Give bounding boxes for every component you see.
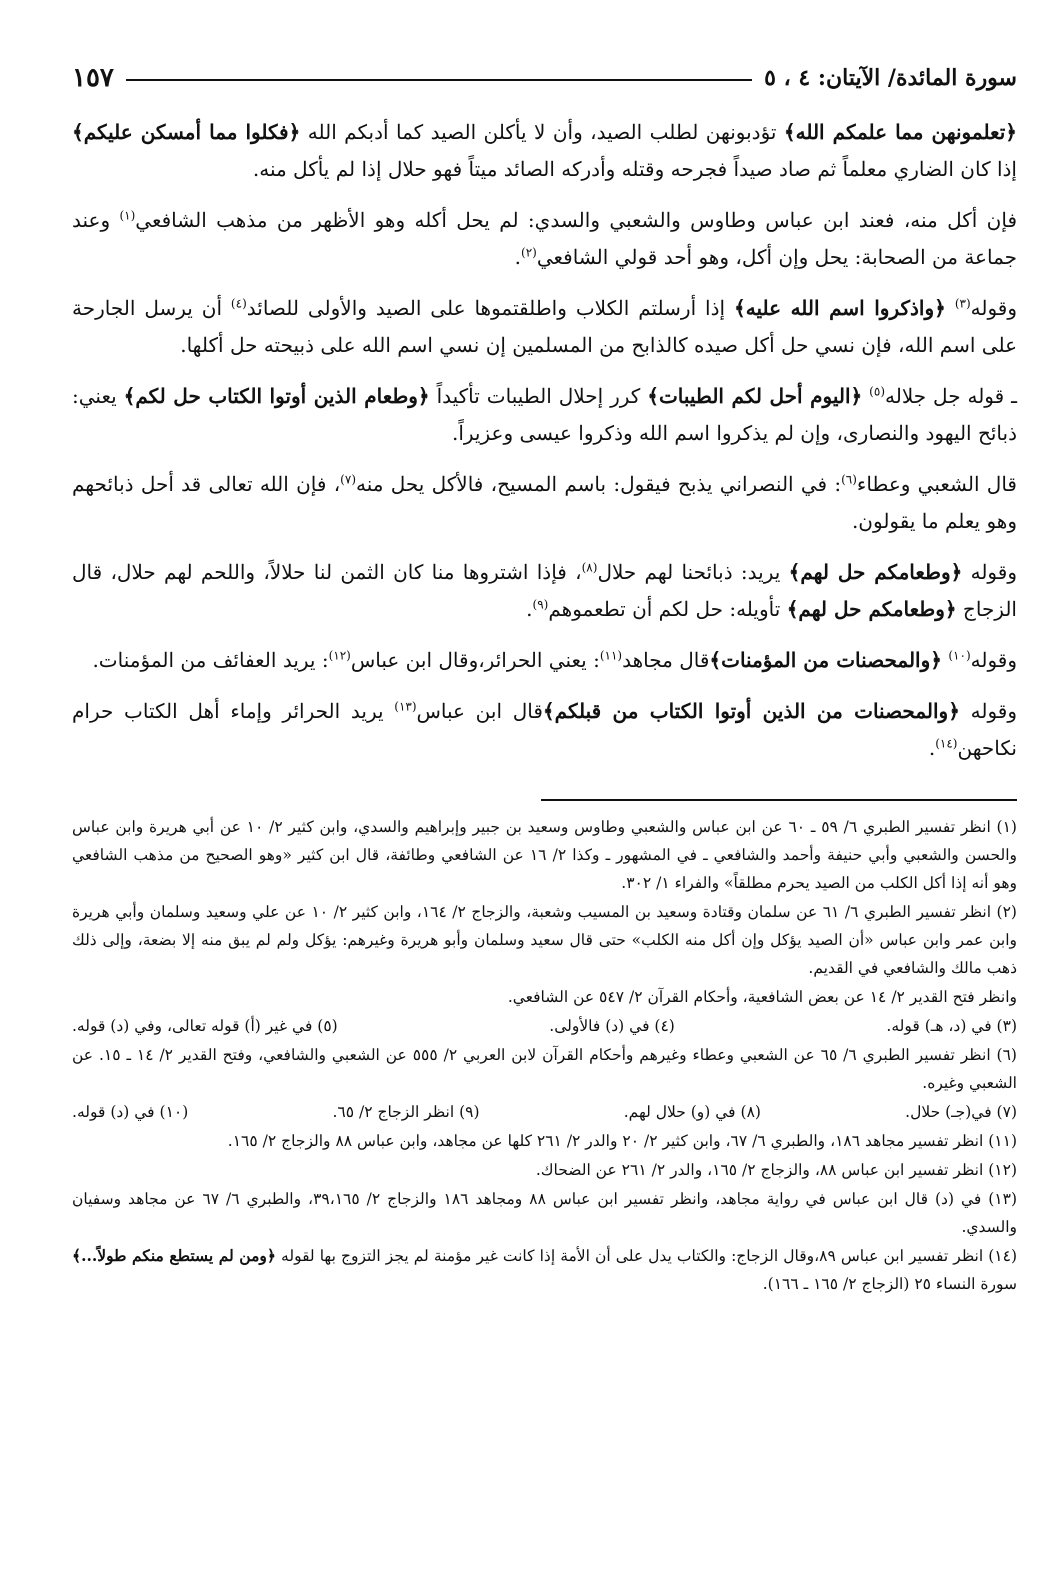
footnote-separator: [541, 799, 1017, 801]
footnote: (١١) انظر تفسير مجاهد ١٨٦، والطبري ٦/ ٦٧، وابن كثير ٢/ ٢٠ والدر ٢/ ٢٦١ كلها عن مجاهد، وابن عباس ٨٨ والزجاج ٢/ ١٦٥.: [227, 1132, 1017, 1150]
paragraph: وقوله ﴿وطعامكم حل لهم﴾ يريد: ذبائحنا لهم حلال$^{(٨)}$، فإذا اشتروها منا كان الثمن لنا حلالاً، واللحم لهم حلال، قال الزجاج ﴿وطعامكم حل لهم﴾ تأويله: حل لكم أن تطعموهم$^{(٩)}$.: [72, 560, 1017, 621]
footnote-row: [72, 1012, 1017, 1040]
footnote: (٣) في (د، هـ) قوله.: [886, 1017, 1017, 1035]
footnote: (٩) انظر الزجاج ٢/ ٦٥.: [332, 1103, 480, 1121]
page-header: [72, 58, 1017, 98]
header-rule: [126, 79, 752, 81]
page-number: ١٥٧: [72, 63, 114, 93]
footnotes: [72, 813, 1017, 1298]
paragraph: وقوله$^{(١٠)}$ ﴿والمحصنات من المؤمنات﴾قال مجاهد$^{(١١)}$: يعني الحرائر،وقال ابن عباس$^{(١٢)}$: يريد العفائف من المؤمنات.: [92, 648, 1017, 672]
footnote: وانظر فتح القدير ٢/ ١٤ عن بعض الشافعية، وأحكام القرآن ٢/ ٥٤٧ عن الشافعي.: [507, 988, 1017, 1006]
paragraph: وقوله ﴿والمحصنات من الذين أوتوا الكتاب من قبلكم﴾قال ابن عباس$^{(١٣)}$ يريد الحرائر وإماء أهل الكتاب حرام نكاحهن$^{(١٤)}$.: [72, 699, 1017, 760]
paragraph: فإن أكل منه، فعند ابن عباس وطاوس والشعبي والسدي: لم يحل أكله وهو الأظهر من مذهب الشافعي$^{(١)}$ وعند جماعة من الصحابة: يحل وإن أكل، وهو أحد قولي الشافعي$^{(٢)}$.: [72, 208, 1018, 269]
paragraph: قال الشعبي وعطاء$^{(٦)}$: في النصراني يذبح فيقول: باسم المسيح، فالأكل يحل منه$^{(٧)}$، فإن الله تعالى قد أحل ذبائحهم وهو يعلم ما يقولون.: [72, 472, 1017, 533]
footnote: (١٣) في (د) قال ابن عباس في رواية مجاهد، وانظر تفسير ابن عباس ٨٨ ومجاهد ١٨٦ والزجاج ٢/ ٣٩،١٦٥، والطبري ٦/ ٦٧ عن مجاهد وسفيان والسدي.: [72, 1190, 1017, 1236]
footnote: (١) انظر تفسير الطبري ٦/ ٥٩ ـ ٦٠ عن ابن عباس والشعبي وطاوس وسعيد بن جبير وإبراهيم والسدي، وابن كثير ٢/ ١٠ عن أبي هريرة وابن عباس والحسن والشعبي وأبي حنيفة وأحمد والشافعي ـ في المشهور ـ وكذا ٢/ ١٦ عن الشافعي وطائفة، قال ابن كثير «وهو الصحيح من مذهب الشافعي وهو أنه إذا أكل الكلب من الصيد يحرم مطلقاً» والفراء ١/ ٣٠٢.: [72, 818, 1018, 892]
footnote: (١٤) انظر تفسير ابن عباس ٨٩،وقال الزجاج: والكتاب يدل على أن الأمة إذا كانت غير مؤمنة لم يجز التزوج بها لقوله ﴿ومن لم يستطع منكم طولاً...﴾ سورة النساء ٢٥ (الزجاج ٢/ ١٦٥ ـ ١٦٦).: [72, 1246, 1017, 1293]
paragraph: ﴿تعلمونهن مما علمكم الله﴾ تؤدبونهن لطلب الصيد، وأن لا يأكلن الصيد كما أدبكم الله ﴿فكلوا مما أمسكن عليكم﴾ إذا كان الضاري معلماً ثم صاد صيداً فجرحه وقتله وأدركه الصائد ميتاً فهو حلال إذا لم يأكل منه.: [72, 120, 1017, 181]
main-text: [72, 114, 1017, 767]
footnote-row: [72, 1098, 1017, 1126]
footnote: (١٢) انظر تفسير ابن عباس ٨٨، والزجاج ٢/ ١٦٥، والدر ٢/ ٢٦١ عن الضحاك.: [535, 1161, 1017, 1179]
footnote: (٧) في(جـ) حلال.: [905, 1103, 1017, 1121]
paragraph: وقوله$^{(٣)}$ ﴿واذكروا اسم الله عليه﴾ إذا أرسلتم الكلاب واطلقتموها على الصيد والأولى للصائد$^{(٤)}$ أن يرسل الجارحة على اسم الله، فإن نسي حل أكل صيده كالذابح من المسلمين إن نسي اسم الله على ذبيحته حل أكلها.: [72, 296, 1018, 357]
footnote: (١٠) في (د) قوله.: [72, 1103, 189, 1121]
footnote: (٥) في غير (أ) قوله تعالى، وفي (د) قوله.: [72, 1017, 338, 1035]
footnote: (٢) انظر تفسير الطبري ٦/ ٦١ عن سلمان وقتادة وسعيد بن المسيب وشعبة، والزجاج ٢/ ١٦٤، وابن كثير ٢/ ١٠ عن علي وسعيد وسلمان وأبي هريرة وابن عمر وابن عباس «أن الصيد يؤكل وإن أكل منه الكلب» حتى قال سعيد وسلمان وأبو هريرة وغيرهم: يؤكل ولم لم يبق منه إلا بضعة، وإلى ذلك ذهب مالك والشافعي في القديم.: [72, 903, 1017, 977]
paragraph: ـ قوله جل جلاله$^{(٥)}$ ﴿اليوم أحل لكم الطيبات﴾ كرر إحلال الطيبات تأكيداً ﴿وطعام الذين أوتوا الكتاب حل لكم﴾ يعني: ذبائح اليهود والنصارى، وإن لم يذكروا اسم الله وذكروا عيسى وعزيراً.: [72, 384, 1017, 445]
footnote: (٨) في (و) حلال لهم.: [623, 1103, 761, 1121]
footnote: (٦) انظر تفسير الطبري ٦/ ٦٥ عن الشعبي وعطاء وغيرهم وأحكام القرآن لابن العربي ٢/ ٥٥٥ عن الشعبي والشافعي، وفتح القدير ٢/ ١٤ ـ ١٥. عن الشعبي وغيره.: [72, 1046, 1017, 1092]
surah-title: سورة المائدة/ الآيتان: ٤ ، ٥: [764, 65, 1017, 91]
page: [72, 58, 1017, 1299]
footnote: (٤) في (د) فالأولى.: [549, 1017, 675, 1035]
